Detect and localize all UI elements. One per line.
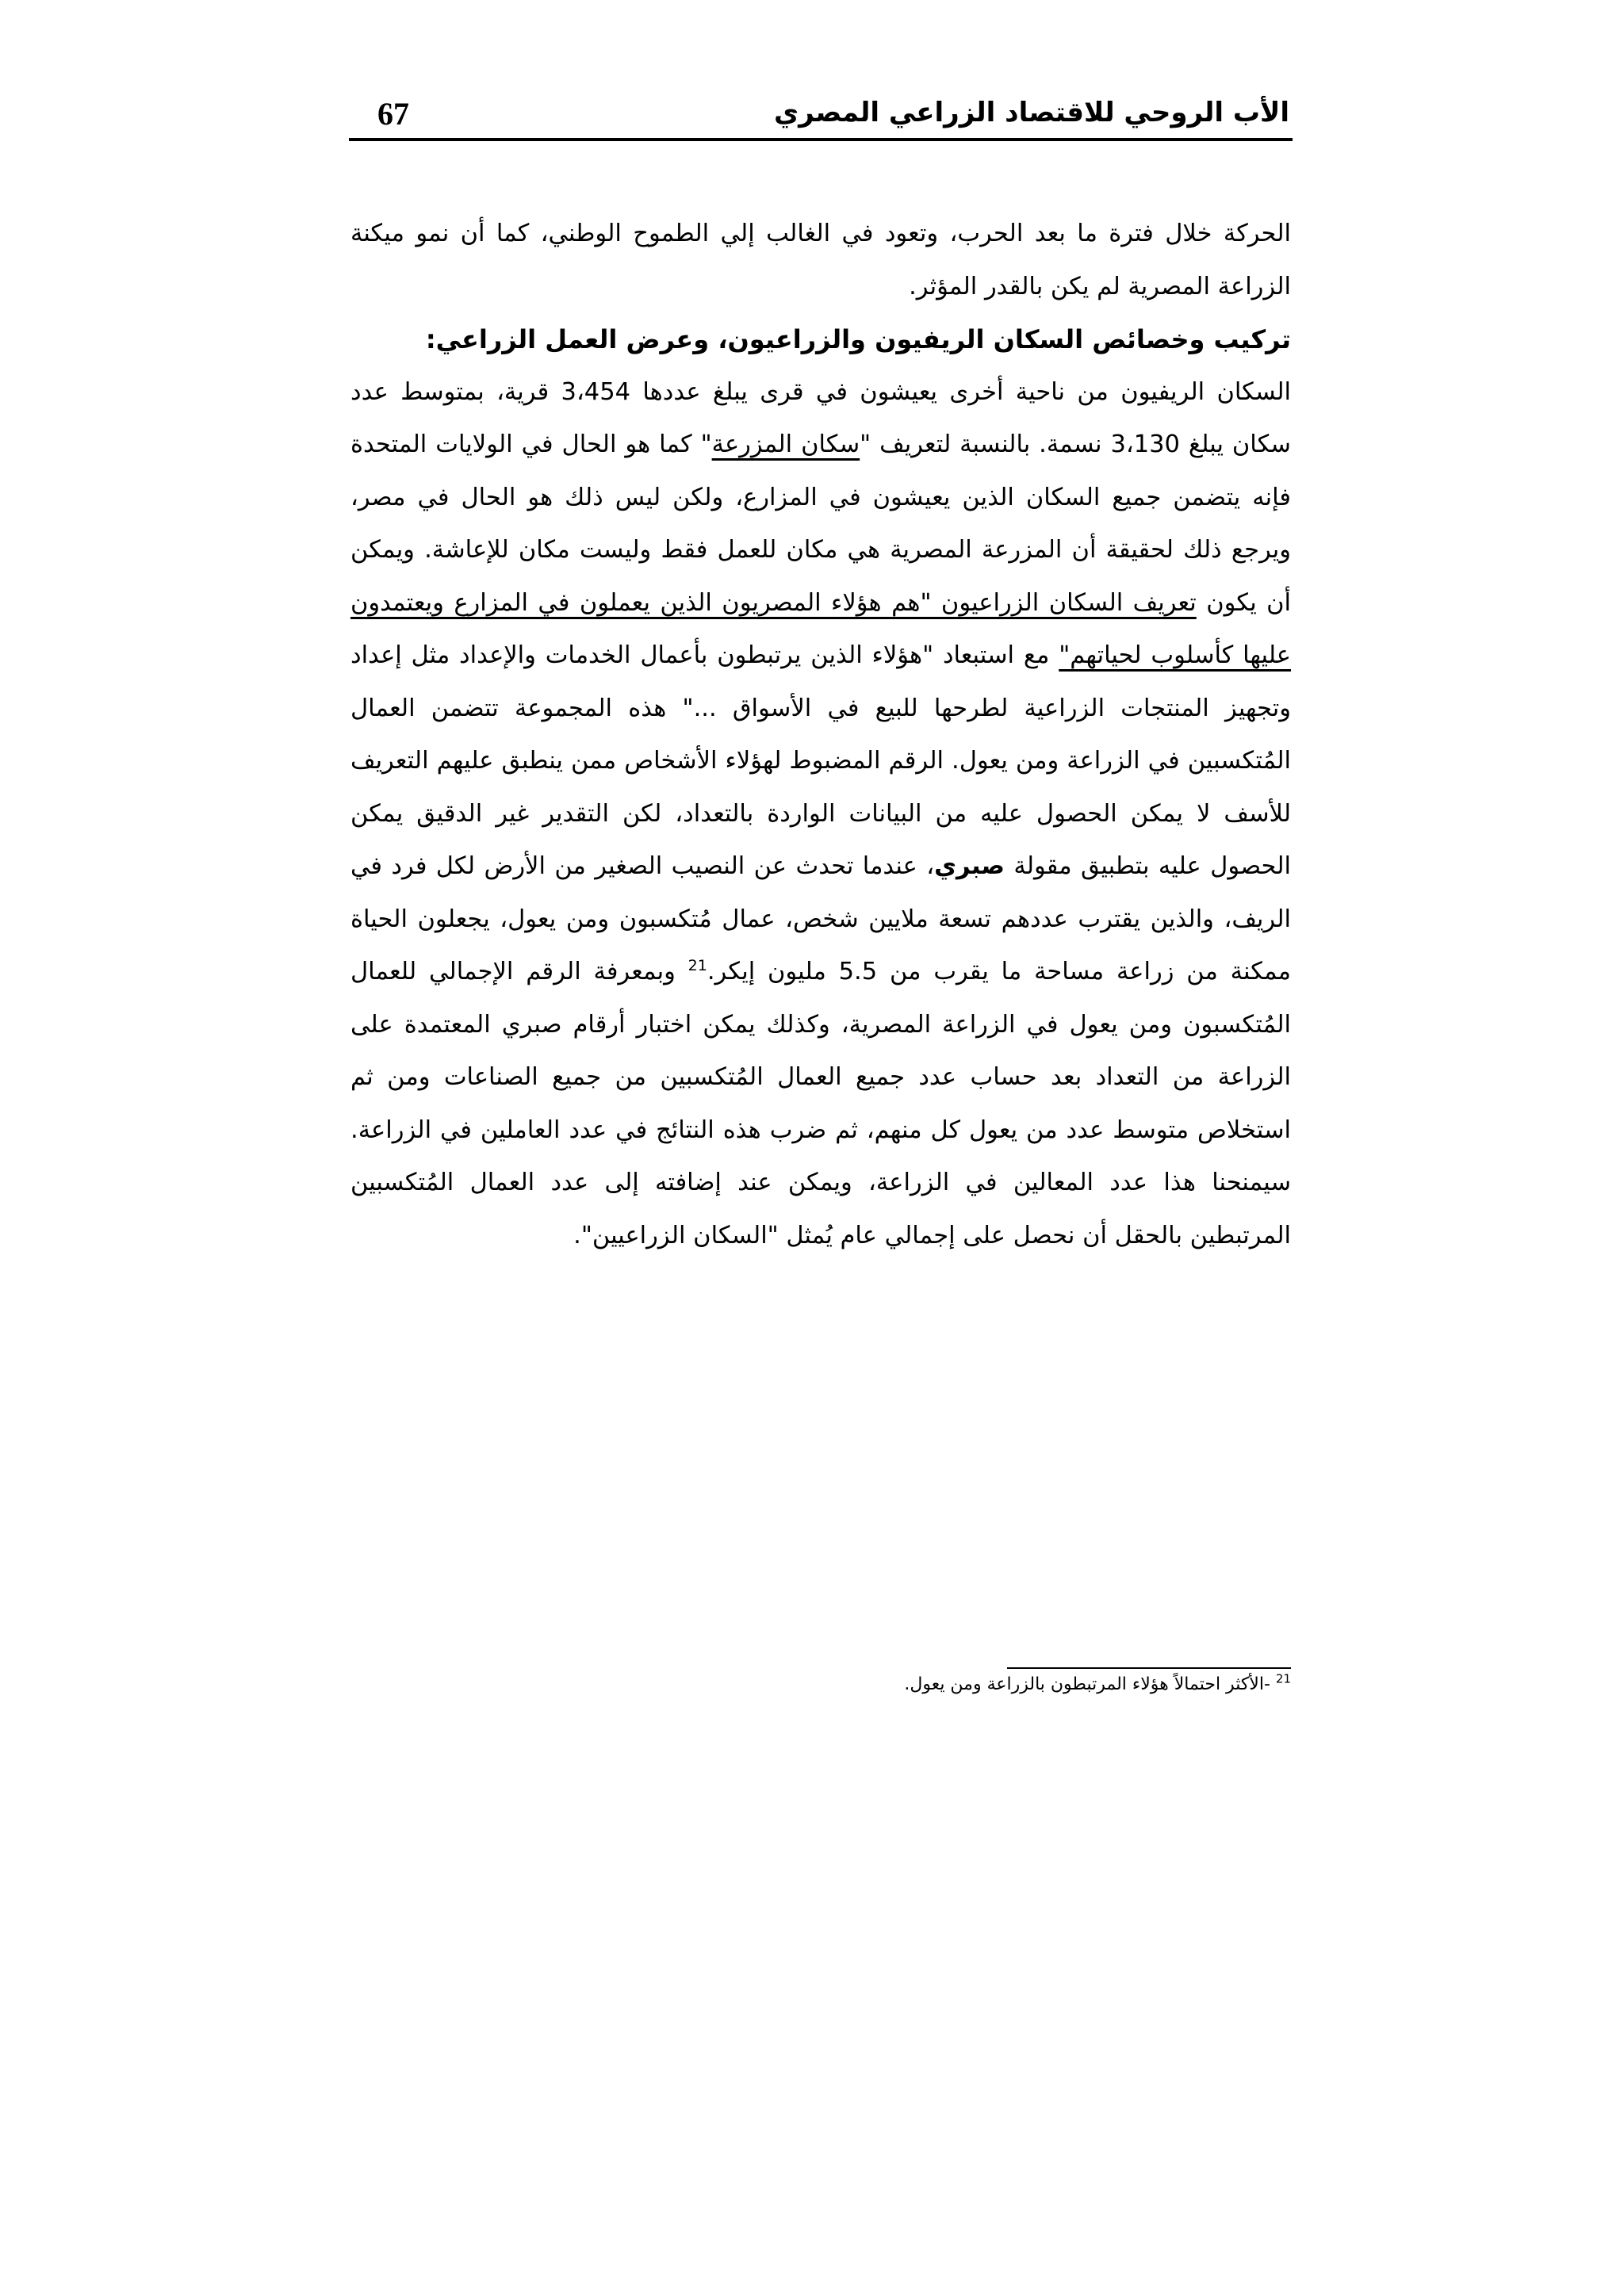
footnote xyxy=(904,1671,1291,1694)
running-header-title: الأب الروحي للاقتصاد الزراعي المصري xyxy=(774,97,1289,128)
running-header xyxy=(349,94,1293,141)
underlined-term-farm-population: سكان المزرعة xyxy=(711,430,860,458)
paragraph-main-text-5: وبمعرفة الرقم الإجمالي للعمال المُتكسبون ومن يعول في الزراعة المصرية، وكذلك يمكن اختبار أرقام صبري المعتمدة على الزراعة من التعداد بعد حساب عدد جميع العمال المُتكسبين من جميع الصناعات ومن ثم استخلاص متوسط عدد من يعول كل منهم، ثم ضرب هذه النتائج في عدد العاملين في الزراعة. سيمنحنا هذا عدد المعالين في الزراعة، ويمكن عند إضافته إلى عدد العمال المُتكسبين المرتبطين بالحقل أن نحصل على إجمالي عام يُمثل "السكان الزراعيين". xyxy=(350,958,1291,1249)
section-heading: تركيب وخصائص السكان الريفيون والزراعيون، وعرض العمل الزراعي: xyxy=(425,324,1291,354)
footnote-text: -الأكثر احتمالاً هؤلاء المرتبطون بالزراعة ومن يعول. xyxy=(904,1674,1276,1694)
page-number: 67 xyxy=(377,96,409,132)
paragraph-main-text-1: السكان الريفيون من ناحية أخرى يعيشون في قرى يبلغ عددها 3،454 قرية، بمتوسط عدد سكان يبلغ 3،130 نسمة. بالنسبة لتعريف " xyxy=(350,377,1291,458)
paragraph-intro: الحركة خلال فترة ما بعد الحرب، وتعود في الغالب إلي الطموح الوطني، كما أن نمو ميكنة الزراعة المصرية لم يكن بالقدر المؤثر. xyxy=(350,220,1291,300)
page-body xyxy=(350,208,1291,1262)
underlined-definition-agricultural-population: تعريف السكان الزراعيون "هم هؤلاء المصريون الذين يعملون في المزارع ويعتمدون عليها كأسلوب لحياتهم" xyxy=(350,588,1292,669)
paragraph-main xyxy=(350,366,1291,1263)
footnote-reference[interactable]: 21 xyxy=(688,956,707,974)
paragraph-main-text-4: ، عندما تحدث عن النصيب الصغير من الأرض لكل فرد في الريف، والذين يقترب عددهم تسعة ملايين شخص، عمال مُتكسبون ومن يعول، يجعلون الحياة ممكنة من زراعة مساحة ما يقرب من 5.5 مليون إيكر. xyxy=(350,852,1292,985)
bold-name-sabri: صبري xyxy=(934,852,1005,880)
footnote-number: 21 xyxy=(1275,1671,1291,1686)
paragraph-main-text-2: " كما هو الحال في الولايات المتحدة فإنه يتضمن جميع السكان الذين يعيشون في المزارع، ولكن ليس ذلك هو الحال في مصر، ويرجع ذلك لحقيقة أن المزرعة المصرية هي مكان للعمل فقط وليست مكان للإعاشة. ويمكن أن يكون xyxy=(350,430,1292,617)
footnote-separator xyxy=(1007,1667,1291,1669)
paragraph-main-text-3: مع استبعاد "هؤلاء الذين يرتبطون بأعمال الخدمات والإعداد مثل إعداد وتجهيز المنتجات الزراعية لطرحها للبيع في الأسواق ..." هذه المجموعة تتضمن العمال المُتكسبين في الزراعة ومن يعول. الرقم المضبوط لهؤلاء الأشخاص ممن ينطبق عليهم التعريف للأسف لا يمكن الحصول عليه من البيانات الواردة بالتعداد، لكن التقدير غير الدقيق يمكن الحصول عليه بتطبيق مقولة xyxy=(350,641,1291,880)
